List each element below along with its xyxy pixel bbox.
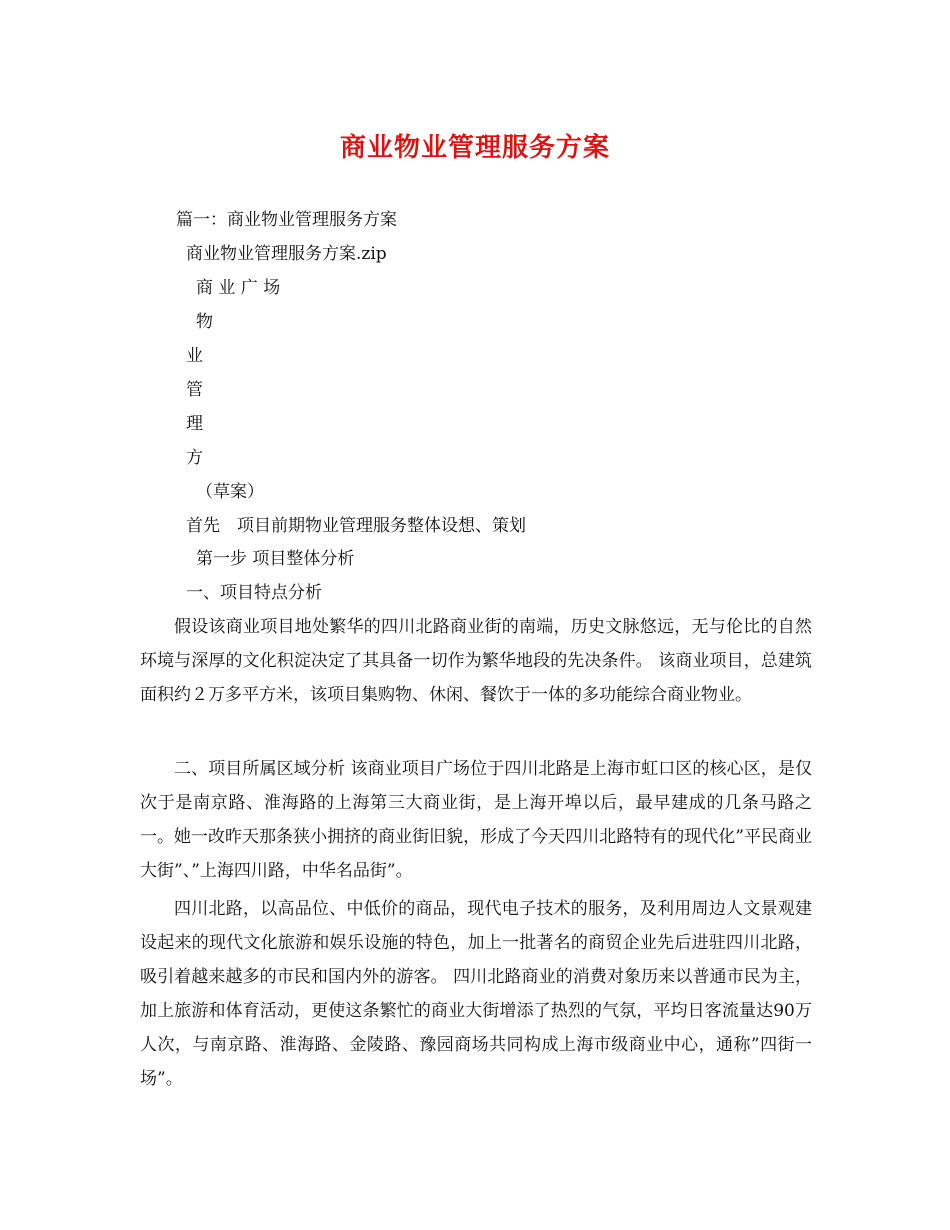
draft-label: （草案） [196, 482, 264, 502]
step-heading: 第一步 项目整体分析 [196, 549, 355, 569]
paragraph: 四川北路，以高品位、中低价的商品，现代电子技术的服务，及利用周边人文景观建设起来的现代文化旅游和娱乐设施的特色，加上一批著名的商贸企业先后进驻四川北路，吸引着越来越多的市民和国内外的游客。 四川北路商业的消费对象历来以普通市民为主，加上旅游和体育活动，更使这条繁忙的商业大街增添了热烈的气氛，平均日客流量达90万人次，与南京路、淮海路、金陵路、豫园商场共同构成上海市级商业中心，通称”四街一场”。 [140, 899, 812, 1089]
paragraph: 假设该商业项目地处繁华的四川北路商业街的南端，历史文脉悠远，无与伦比的自然环境与深厚的文化积淀决定了其具备一切作为繁华地段的先决条件。 该商业项目，总建筑面积约２万多平方米，该项目集购物、休闲、餐饮于一体的多功能综合商业物业。 [140, 617, 812, 705]
cover-char: 业 [186, 346, 203, 366]
cover-char: 理 [186, 414, 203, 434]
chapter-heading: 首先 项目前期物业管理服务整体设想、策划 [186, 516, 526, 536]
cover-char: 管 [186, 380, 203, 400]
subsection-heading: 一、项目特点分析 [186, 583, 322, 603]
attachment-filename: 商业物业管理服务方案.zip [186, 244, 387, 264]
cover-char: 物 [196, 312, 213, 332]
cover-char: 方 [186, 448, 203, 468]
cover-line-plaza: 商 业 广 场 [196, 278, 281, 298]
paragraph: 二、项目所属区域分析 该商业项目广场位于四川北路是上海市虹口区的核心区，是仅次于是南京路、淮海路的上海第三大商业街，是上海开埠以后，最早建成的几条马路之一。她一改昨天那条狭小拥挤的商业街旧貌，形成了今天四川北路特有的现代化”平民商业大街”、”上海四川路，中华名品街”。 [140, 759, 812, 881]
section-heading: 篇一：商业物业管理服务方案 [176, 210, 397, 230]
document-title: 商业物业管理服务方案 [339, 133, 610, 163]
